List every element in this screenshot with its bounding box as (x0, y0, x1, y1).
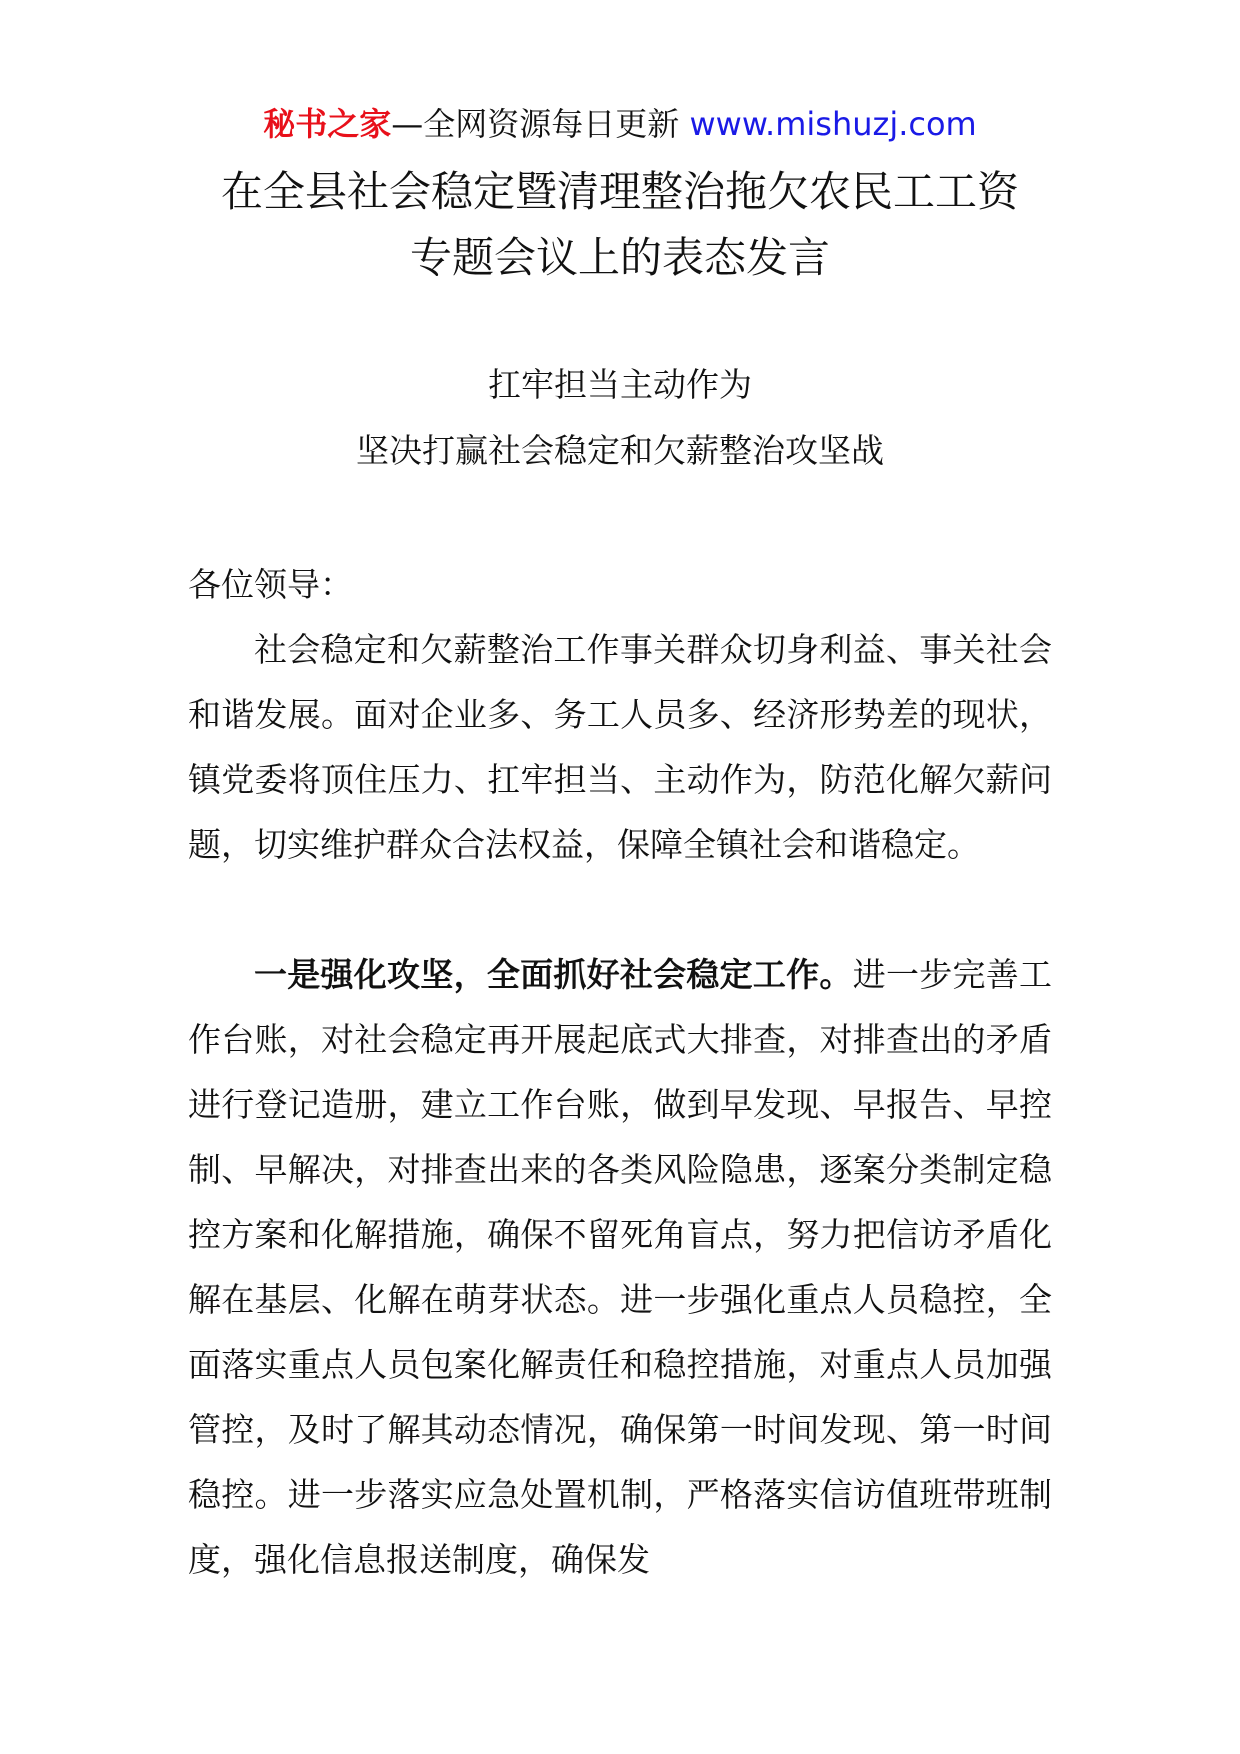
brand-name: 秘书之家 (263, 105, 392, 143)
document-title-line-2: 专题会议上的表态发言 (409, 233, 830, 282)
site-header (0, 100, 1240, 148)
salutation: 各位领导： (188, 565, 353, 604)
site-url-link[interactable]: www.mishuzj.com (689, 105, 977, 143)
document-subtitle-line-2: 坚决打赢社会稳定和欠薪整治攻坚战 (356, 431, 884, 470)
document-subtitle-line-1: 扛牢担当主动作为 (488, 365, 752, 404)
header-tagline: —全网资源每日更新 (391, 105, 690, 143)
paragraph-intro: 社会稳定和欠薪整治工作事关群众切身利益、事关社会和谐发展。面对企业多、务工人员多、经济形势差的现状，镇党委将顶住压力、扛牢担当、主动作为，防范化解欠薪问题，切实维护群众合法权益，保障全镇社会和谐稳定。 (188, 630, 1052, 864)
paragraph-point-one (188, 942, 1052, 1592)
paragraph-point-one-lead: 一是强化攻坚，全面抓好社会稳定工作。 (254, 955, 853, 994)
document-title-line-1: 在全县社会稳定暨清理整治拖欠农民工工资 (220, 167, 1019, 216)
paragraph-point-one-body: 进一步完善工作台账，对社会稳定再开展起底式大排查，对排查出的矛盾进行登记造册，建立工作台账，做到早发现、早报告、早控制、早解决，对排查出来的各类风险隐患，逐案分类制定稳控方案和化解措施，确保不留死角盲点，努力把信访矛盾化解在基层、化解在萌芽状态。进一步强化重点人员稳控，全面落实重点人员包案化解责任和稳控措施，对重点人员加强管控，及时了解其动态情况，确保第一时间发现、第一时间稳控。进一步落实应急处置机制，严格落实信访值班带班制度，强化信息报送制度，确保发 (188, 955, 1053, 1579)
